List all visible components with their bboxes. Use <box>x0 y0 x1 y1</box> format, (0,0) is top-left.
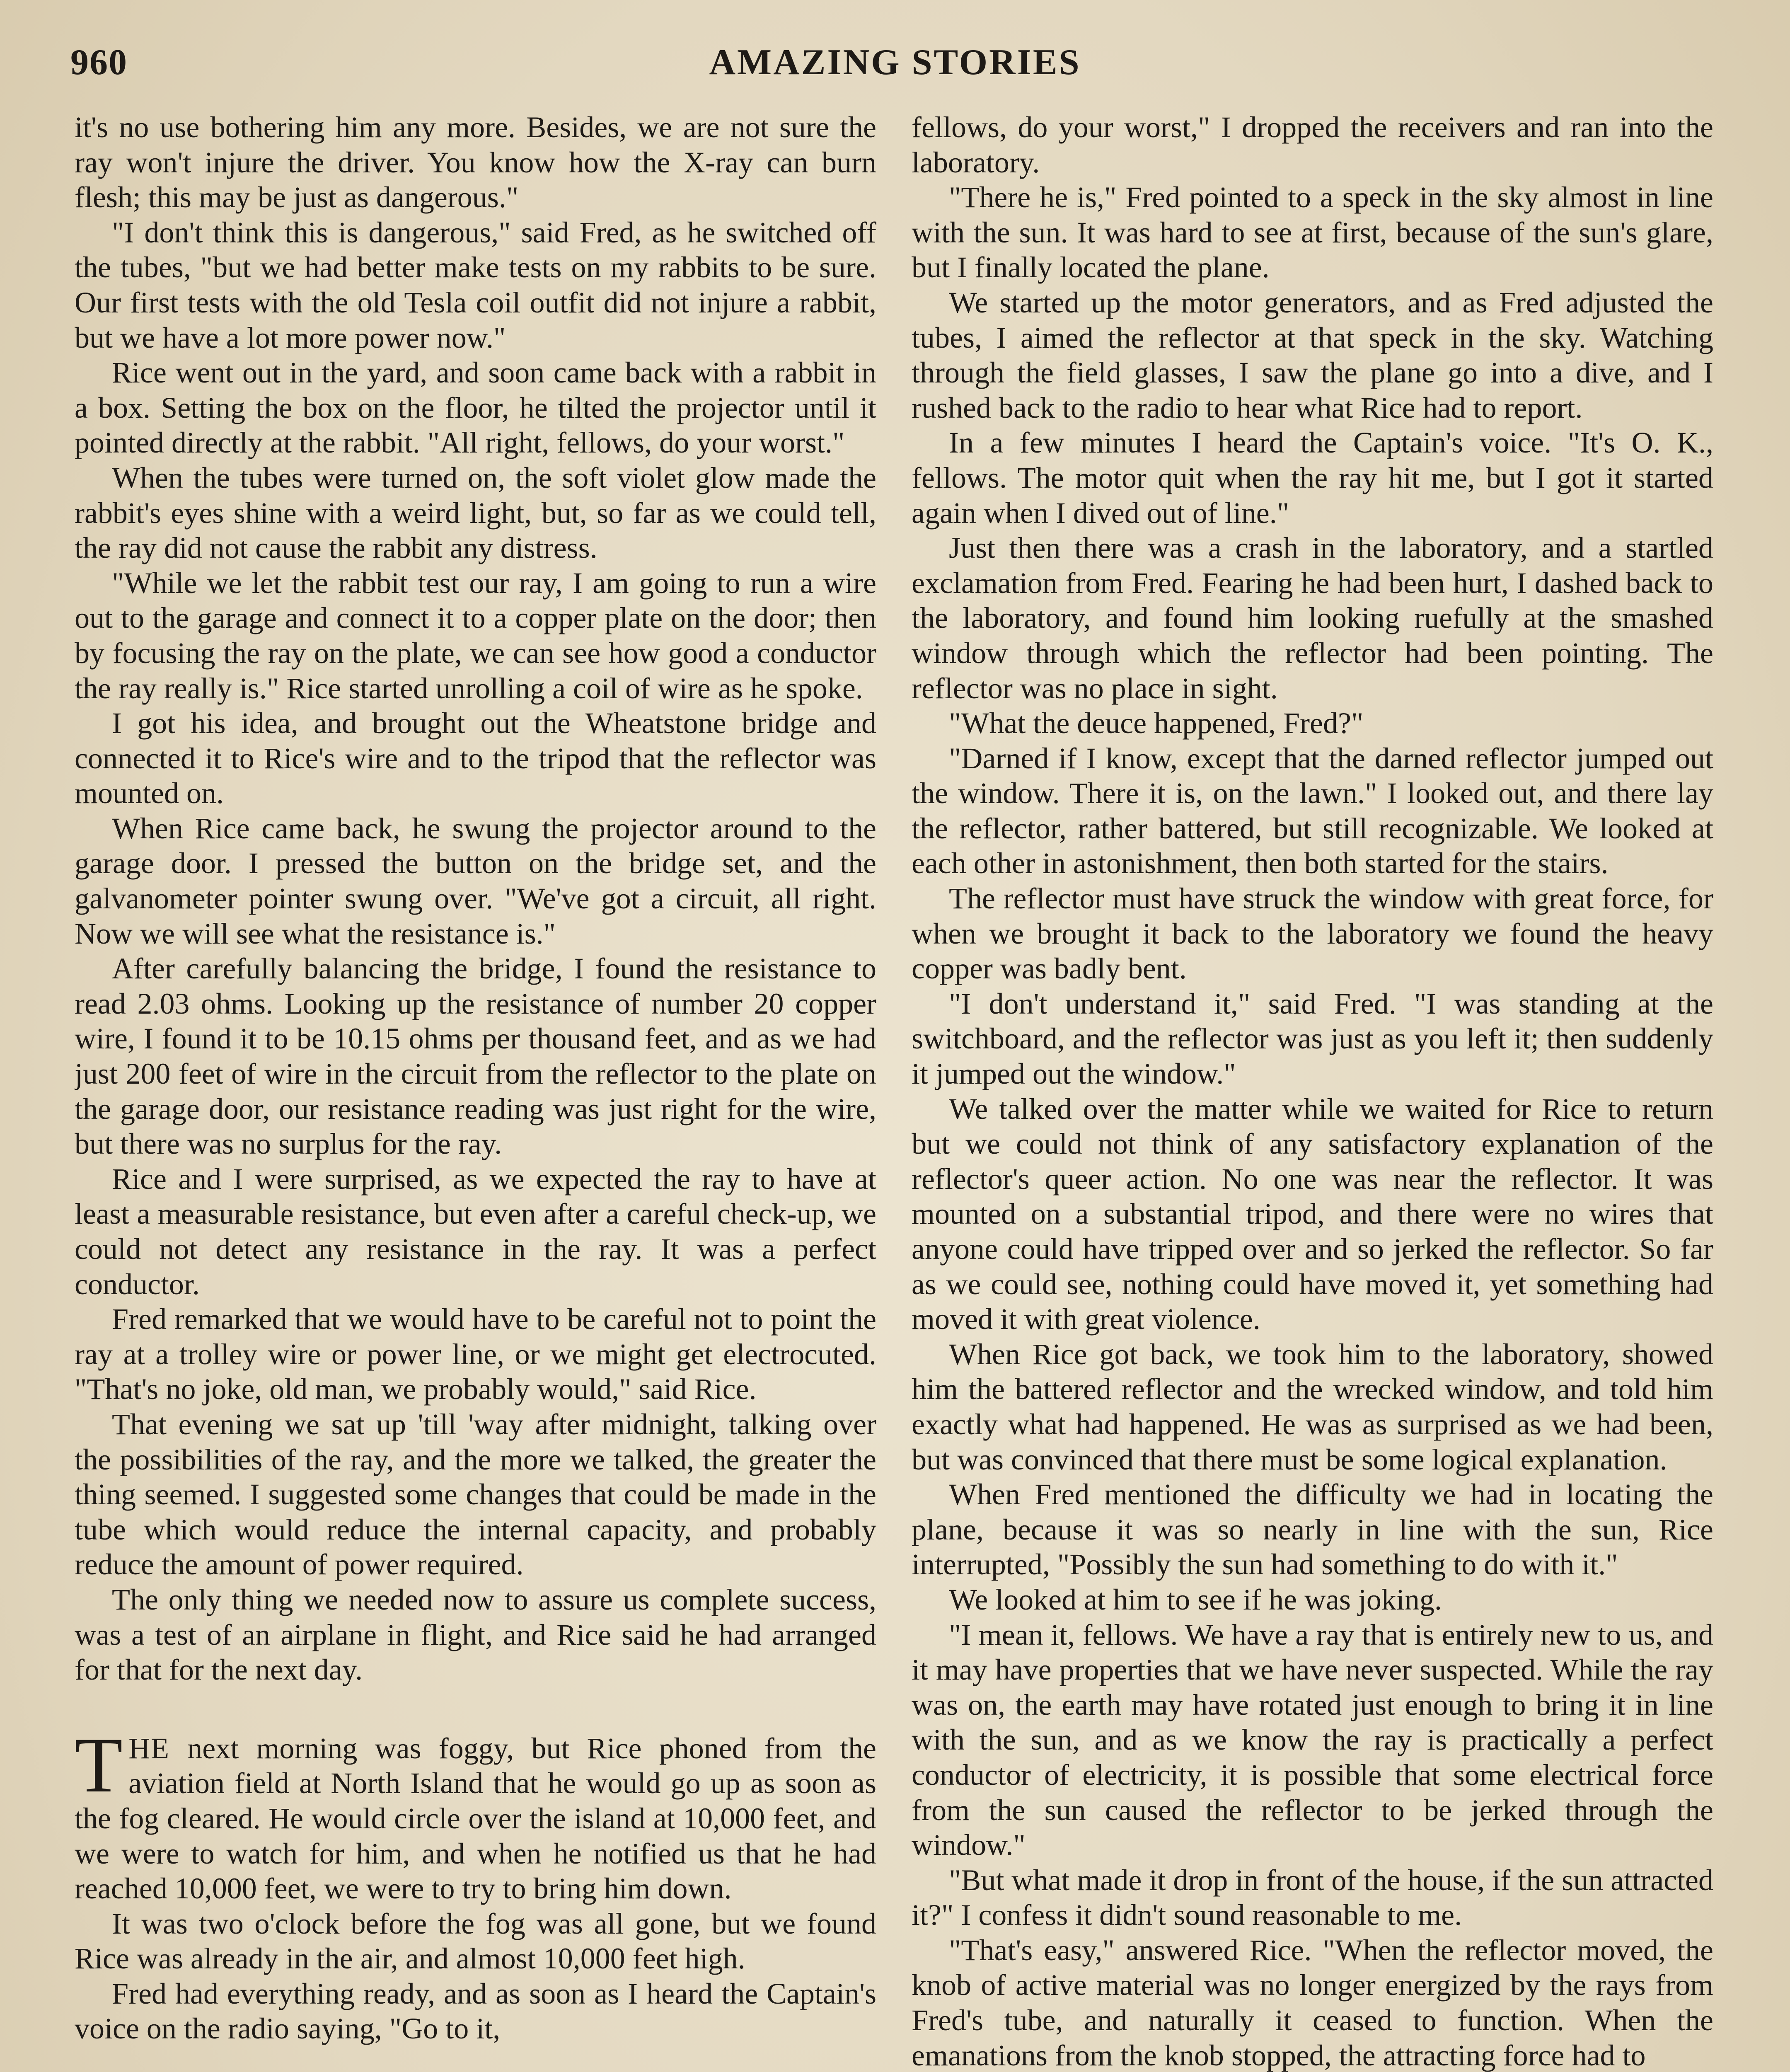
page-header <box>70 41 1720 91</box>
paragraph: fellows, do your worst," I dropped the receivers and ran into the laboratory. <box>912 111 1713 179</box>
paragraph: "What the deuce happened, Fred?" <box>949 707 1364 740</box>
paragraph: When Fred mentioned the difficulty we had in locating the plane, because it was so nearly in line with the sun, Rice interrupted, "Possibly the sun had something to do with it." <box>912 1478 1713 1581</box>
left-column <box>75 110 876 2072</box>
paragraph: When the tubes were turned on, the soft violet glow made the rabbit's eyes shine with a weird light, but, so far as we could tell, the ray did not cause the rabbit any distress. <box>75 461 876 565</box>
running-title: AMAZING STORIES <box>709 42 1081 82</box>
paragraph: Rice and I were surprised, as we expected the ray to have at least a measurable resistance, but even after a careful check-up, we could not detect any resistance in the ray. It was a perfect conductor. <box>75 1162 876 1301</box>
paragraph: When Rice came back, he swung the projector around to the garage door. I pressed the button on the bridge set, and the galvanometer pointer swung over. "We've got a circuit, all right. Now we will see what the resistance is." <box>75 811 876 950</box>
page-number: 960 <box>70 42 128 82</box>
paragraph: We talked over the matter while we waited for Rice to return but we could not think of any satisfactory explanation of the reflector's queer action. No one was near the reflector. It was mounted on a substantial tripod, and there were no wires that anyone could have tripped over and so jerked the reflector. So far as we could see, nothing could have moved it, yet something had moved it with great violence. <box>912 1092 1713 1336</box>
paragraph: "But what made it drop in front of the house, if the sun attracted it?" I confess it didn't sound reasonable to me. <box>912 1863 1713 1932</box>
section-opening-paragraph <box>75 1721 876 1906</box>
paragraph: "I don't understand it," said Fred. "I was standing at the switchboard, and the reflector was just as you left it; then suddenly it jumped out the window." <box>912 987 1713 1091</box>
paragraph: "Darned if I know, except that the darned reflector jumped out the window. There it is, on the lawn." I looked out, and there lay the reflector, rather battered, but still recognizable. We looked at each other in astonishment, then both started for the stairs. <box>912 741 1713 880</box>
paragraph: In a few minutes I heard the Captain's voice. "It's O. K., fellows. The motor quit when the ray hit me, but I got it started again when I dived out of line." <box>912 426 1713 530</box>
paragraph: "While we let the rabbit test our ray, I am going to run a wire out to the garage and connect it to a copper plate on the door; then by focusing the ray on the plate, we can see how good a conductor the ray really is." Rice started unrolling a coil of wire as he spoke. <box>75 566 876 705</box>
paragraph: Rice went out in the yard, and soon came back with a rabbit in a box. Setting the box on the floor, he tilted the projector until it pointed directly at the rabbit. "All right, fellows, do your worst." <box>75 356 876 460</box>
paragraph: "I don't think this is dangerous," said Fred, as he switched off the tubes, "but we had better make tests on my rabbits to be sure. Our first tests with the old Tesla coil outfit did not injure a rabbit, but we have a lot more power now." <box>75 215 876 354</box>
paragraph: The only thing we needed now to assure us complete success, was a test of an airplane in flight, and Rice said he had arranged for that for the next day. <box>75 1583 876 1687</box>
paragraph: We started up the motor generators, and as Fred adjusted the tubes, I aimed the reflector at that speck in the sky. Watching through the field glasses, I saw the plane go into a dive, and I rushed back to the radio to hear what Rice had to report. <box>912 286 1713 424</box>
paragraph: Fred had everything ready, and as soon as I heard the Captain's voice on the radio saying, "Go to it, <box>75 1977 876 2045</box>
paragraph: Just then there was a crash in the laboratory, and a startled exclamation from Fred. Fearing he had been hurt, I dashed back to the laboratory, and found him looking ruefully at the smashed window through which the reflector had been pointing. The reflector was no place in sight. <box>912 531 1713 705</box>
paragraph: "That's easy," answered Rice. "When the reflector moved, the knob of active material was no longer energized by the rays from Fred's tube, and naturally it ceased to function. When the emanations from the knob stopped, the attracting force had to <box>912 1933 1713 2072</box>
right-column <box>912 110 1713 2072</box>
paragraph: After carefully balancing the bridge, I found the resistance to read 2.03 ohms. Looking up the resistance of number 20 copper wire, I found it to be 10.15 ohms per thousand feet, and as we had just 200 feet of wire in the circuit from the reflector to the plate on the garage door, our resistance reading was just right for the wire, but there was no surplus for the ray. <box>75 952 876 1161</box>
paragraph: I got his idea, and brought out the Wheatstone bridge and connected it to Rice's wire and to the tripod that the reflector was mounted on. <box>75 707 876 810</box>
drop-cap: T <box>75 1721 123 1809</box>
paragraph: When Rice got back, we took him to the laboratory, showed him the battered reflector and the wrecked window, and told him exactly what had happened. He was as surprised as we had been, but was convinced that there must be some logical explanation. <box>912 1337 1713 1476</box>
paragraph: We looked at him to see if he was joking. <box>949 1583 1442 1616</box>
paragraph: it's no use bothering him any more. Besides, we are not sure the ray won't injure the driver. You know how the X-ray can burn flesh; this may be just as dangerous." <box>75 111 876 214</box>
paragraph: The reflector must have struck the window with great force, for when we brought it back to the laboratory we found the heavy copper was badly bent. <box>912 882 1713 985</box>
paragraph: That evening we sat up 'till 'way after midnight, talking over the possibilities of the ray, and the more we talked, the greater the thing seemed. I suggested some changes that could be made in the tube which would reduce the internal capacity, and probably reduce the amount of power required. <box>75 1407 876 1581</box>
paragraph: "There he is," Fred pointed to a speck in the sky almost in line with the sun. It was hard to see at first, because of the sun's glare, but I finally located the plane. <box>912 181 1713 284</box>
paragraph: It was two o'clock before the fog was all gone, but we found Rice was already in the air, and almost 10,000 feet high. <box>75 1907 876 1975</box>
drop-cap-paragraph-text: next morning was foggy, but Rice phoned from the aviation field at North Island that he would go up as soon as the fog cleared. He would circle over the island at 10,000 feet, and we were to watch for him, and when he notified us that he had reached 10,000 feet, we were to try to bring him down. <box>75 1731 876 1905</box>
paragraph: "I mean it, fellows. We have a ray that is entirely new to us, and it may have properties that we have never suspected. While the ray was on, the earth may have rotated just enough to bring it in line with the sun, and as we know the ray is practically a perfect conductor of electricity, it is possible that some electrical force from the sun caused the reflector to be jerked through the window." <box>912 1618 1713 1862</box>
drop-cap-smallcaps: HE <box>128 1731 170 1765</box>
paragraph: Fred remarked that we would have to be careful not to point the ray at a trolley wire or power line, or we might get electrocuted. "That's no joke, old man, we probably would," said Rice. <box>75 1302 876 1406</box>
